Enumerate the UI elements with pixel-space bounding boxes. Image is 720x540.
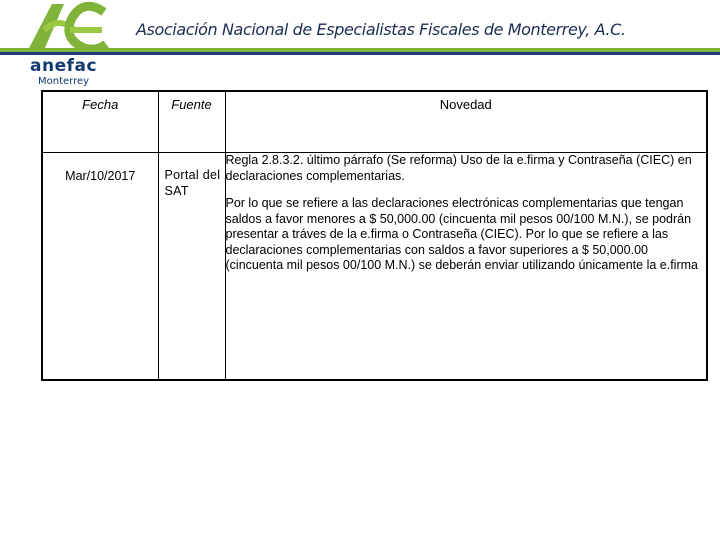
cell-novedad: [225, 153, 707, 381]
table-row: [42, 153, 707, 381]
header-cell-fuente: [158, 91, 225, 153]
table-header-row: [42, 91, 707, 153]
logo-wordmark: anefac: [30, 56, 98, 76]
cell-fecha: [42, 153, 158, 381]
row-date: Mar/10/2017: [65, 169, 136, 183]
header-cell-novedad: [225, 91, 707, 153]
anefac-logo: [14, 0, 119, 92]
row-source: Portal del SAT: [164, 168, 221, 198]
novedad-paragraph-2: Por lo que se refiere a las declaraciones electrónicas complementarias que tengan saldos a favor menores a $ 50,000.00 (cincuenta mil pesos 00/100 M.N.), se podrán presentar a tráves de la e.firma o Contraseña (CIEC). Por lo que se refiere a las declaraciones complementarias con saldos a favor superiores a $ 50,000.00 (cincuenta mil pesos 00/100 M.N.) se deberán enviar utilizando únicamente la e.firma: [225, 196, 698, 272]
header-fuente: Fuente: [171, 97, 212, 112]
header-novedad: Novedad: [439, 97, 492, 112]
header-rule-blue: [0, 52, 720, 55]
logo-city: Monterrey: [38, 76, 90, 87]
header-cell-fecha: [42, 91, 158, 153]
novedad-paragraph-1: Regla 2.8.3.2. último párrafo (Se reforma) Uso de la e.firma y Contraseña (CIEC) en declaraciones complementarias.: [225, 153, 692, 183]
news-table: [41, 90, 708, 381]
page-title: Asociación Nacional de Especialistas Fiscales de Monterrey, A.C.: [136, 20, 626, 39]
cell-fuente: [158, 153, 225, 381]
header-fecha: Fecha: [82, 97, 119, 112]
